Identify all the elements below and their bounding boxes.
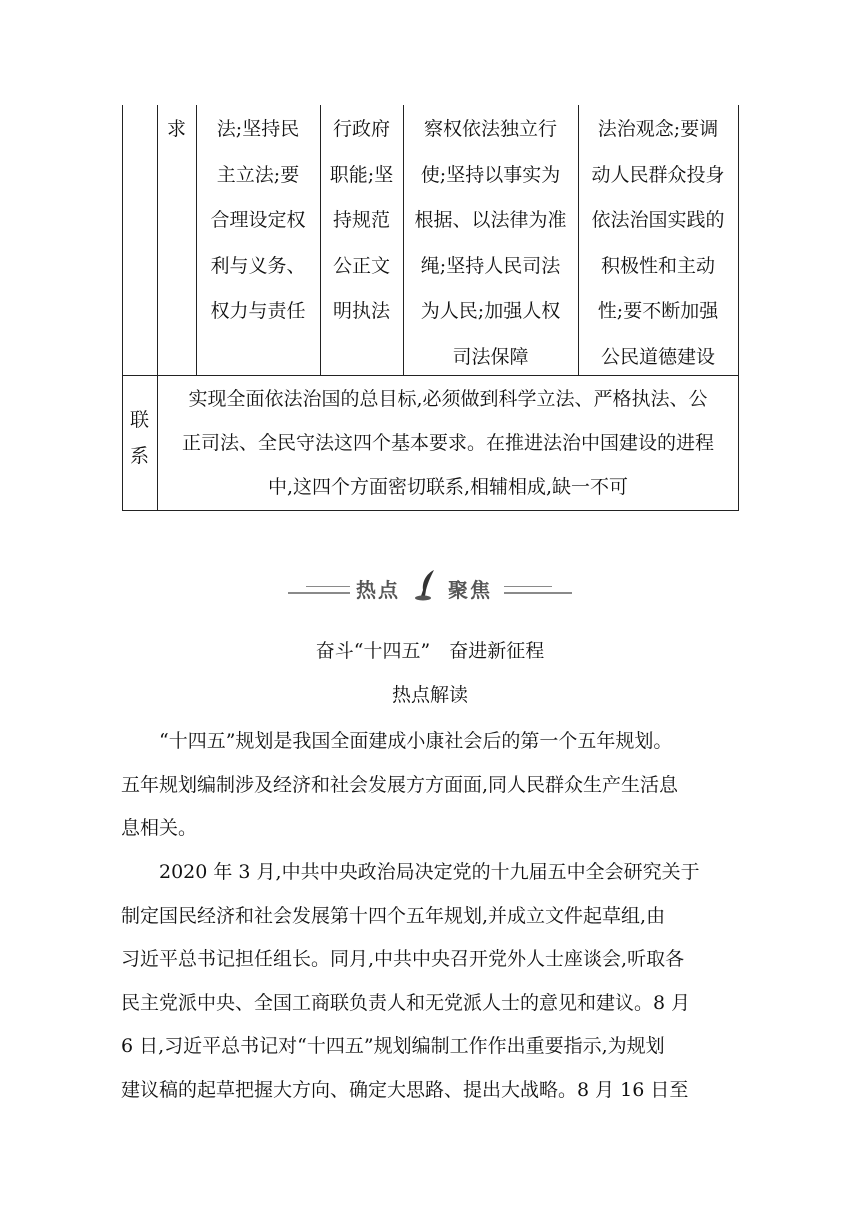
lianxi-line: 正司法、全民守法这四个基本要求。在推进法治中国建设的进程	[181, 432, 714, 454]
banner-rule-left-thin	[306, 586, 350, 587]
paragraph-line: 建议稿的起草把握大方向、确定大思路、提出大战略。8 月 16 日至	[121, 1078, 689, 1101]
sifa-cell	[403, 107, 578, 380]
comparison-table	[122, 105, 739, 511]
paragraph-2	[121, 851, 741, 1113]
sifa-line: 司法保障	[452, 345, 529, 368]
shoufa-line: 依法治国实践的	[591, 209, 725, 231]
lifa-line: 合理设定权	[210, 209, 306, 231]
banner-right-text: 聚焦	[448, 578, 492, 602]
shoufa-line: 动人民群众投身	[591, 163, 725, 186]
zhifa-cell	[320, 107, 403, 335]
lianxi-label-char: 系	[129, 445, 149, 467]
shoufa-line: 公民道德建设	[600, 345, 715, 368]
sifa-line: 为人民;加强人权	[420, 300, 561, 322]
article-subtitle: 热点解读	[391, 684, 468, 706]
sifa-line: 察权依法独立行	[423, 118, 557, 140]
yaoqiu-label-cell	[157, 107, 196, 153]
paragraph-line: 息相关。	[121, 817, 198, 840]
sifa-line: 绳;坚持人民司法	[420, 254, 561, 277]
paragraph-line: 2020 年 3 月,中共中央政治局决定党的十九届五中全会研究关于	[121, 861, 700, 883]
lifa-line: 权力与责任	[210, 300, 306, 322]
zhifa-line: 行政府	[332, 118, 390, 140]
hot-topic-banner	[288, 566, 572, 606]
lianxi-label-char: 联	[129, 409, 149, 431]
shoufa-cell	[578, 107, 738, 380]
lianxi-line: 中,这四个方面密切联系,相辅相成,缺一不可	[267, 476, 629, 498]
lianxi-line: 实现全面依法治国的总目标,必须做到科学立法、严格执法、公	[188, 388, 708, 410]
paragraph-line: 五年规划编制涉及经济和社会发展方方面面,同人民群众生产生活息	[121, 773, 679, 796]
zhifa-line: 公正文	[332, 254, 390, 277]
lianxi-label-cell	[122, 402, 157, 474]
banner-rule-right	[504, 592, 572, 594]
paragraph-line: 习近平总书记担任组长。同月,中共中央召开党外人士座谈会,听取各	[121, 948, 685, 971]
banner-left-text: 热点	[356, 578, 400, 602]
paragraph-line: 6 日,习近平总书记对“十四五”规划编制工作作出重要指示,为规划	[121, 1035, 665, 1058]
lifa-line: 主立法;要	[216, 163, 300, 186]
zhifa-line: 明执法	[332, 300, 390, 322]
banner-rule-right-thin	[504, 586, 552, 587]
paragraph-line: 制定国民经济和社会发展第十四个五年规划,并成立文件起草组,由	[121, 904, 666, 927]
paragraph-1	[121, 720, 741, 851]
lianxi-text-cell	[158, 377, 738, 509]
shoufa-line: 积极性和主动	[600, 254, 715, 277]
shoufa-line: 法治观念;要调	[597, 118, 719, 140]
banner-rule-left	[288, 592, 350, 594]
zhifa-line: 持规范	[332, 209, 390, 231]
lifa-cell	[196, 107, 320, 335]
yaoqiu-label: 求	[166, 118, 186, 140]
lifa-line: 利与义务、	[210, 254, 306, 277]
zhifa-line: 职能;坚	[329, 163, 394, 186]
quill-pen-icon	[414, 568, 440, 602]
lifa-line: 法;坚持民	[216, 118, 300, 140]
shoufa-line: 性;要不断加强	[597, 300, 719, 322]
paragraph-line: “十四五”规划是我国全面建成小康社会后的第一个五年规划。	[121, 730, 673, 752]
sifa-line: 使;坚持以事实为	[420, 163, 561, 186]
paragraph-line: 民主党派中央、全国工商联负责人和无党派人士的意见和建议。8 月	[121, 991, 691, 1014]
sifa-line: 根据、以法律为准	[414, 209, 567, 231]
article-title: 奋斗“十四五” 奋进新征程	[315, 640, 545, 662]
